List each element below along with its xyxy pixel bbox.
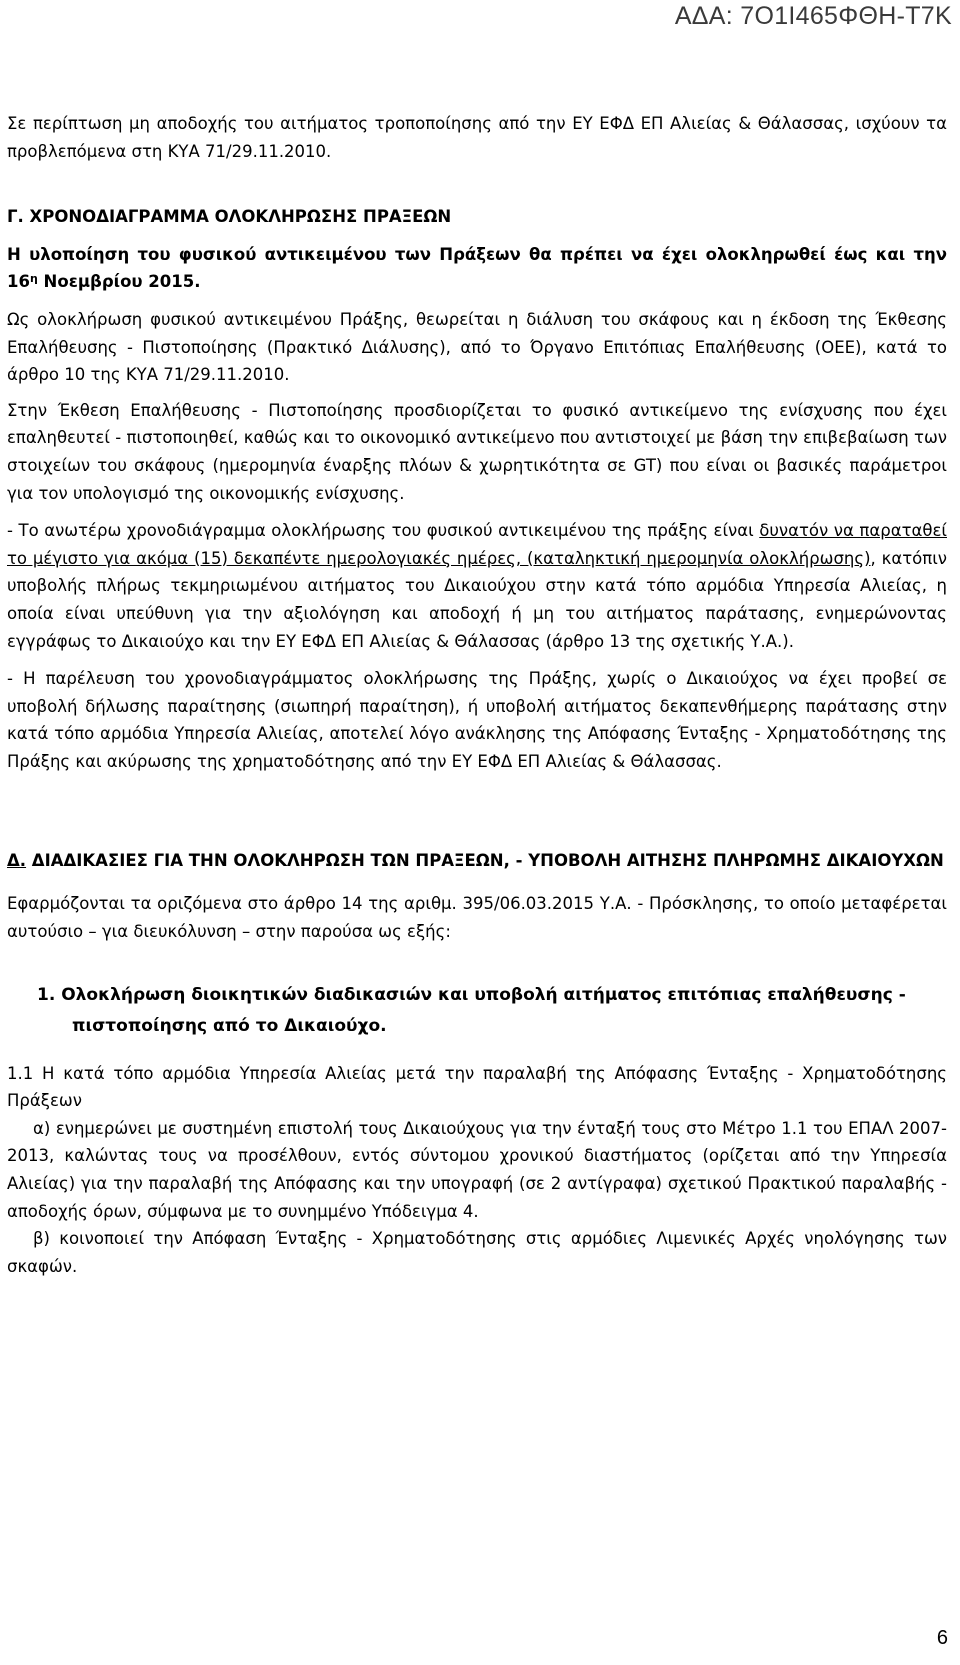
section-d-label: Δ.: [7, 851, 27, 871]
ada-code: ΑΔΑ: 7Ο1Ι465ΦΘΗ-Τ7Κ: [674, 2, 952, 30]
item-a: α) ενημερώνει με συστημένη επιστολή τους Δικαιούχους για την ένταξή τους στο Μέτρο 1.1 του ΕΠΑΛ 2007-2013, καλώντας τους να προσέλθουν, εντός σύντομου χρονικού διαστήματος (ορίζεται από την Υπηρεσία Αλιείας) για την παραλαβή της Απόφασης και την υπογραφή (σε 2 αντίγραφα) σχετικού Πρακτικού παραλαβής - αποδοχής όρων, σύμφωνα με το συνημμένο Υπόδειγμα 4.: [7, 1118, 947, 1221]
page-number: 6: [936, 1627, 948, 1649]
section-g-para-3: [7, 517, 947, 655]
intro-paragraph: Σε περίπτωση μη αποδοχής του αιτήματος τροποποίησης από την ΕΥ ΕΦΔ ΕΠ Αλιείας & Θάλασσας, ισχύουν τα προβλεπόμενα στη ΚΥΑ 71/29.11.2010.: [7, 114, 947, 161]
para3-end: , κατόπιν υποβολής πλήρως τεκμηριωμένου αιτήματος του Δικαιούχου στην κατά τόπο αρμόδια Υπηρεσία Αλιείας, η οποία είναι υπεύθυνη για την αξιολόγηση και αποδοχή ή μη του αιτήματος παράτασης, ενημερώνοντας εγγράφως το Δικαιούχο και την ΕΥ ΕΦΔ ΕΠ Αλιείας & Θάλασσας (άρθρο 13 της σχετικής Υ.Α.).: [7, 548, 947, 651]
deadline-lead: Η υλοποίηση του φυσικού αντικειμένου των Πράξεων θα πρέπει να έχει ολοκληρωθεί έως και την 16: [7, 244, 947, 292]
section-g-para-4: - Η παρέλευση του χρονοδιαγράμματος ολοκλήρωσης της Πράξης, χωρίς ο Δικαιούχος να έχει προβεί σε υποβολή δήλωσης παραίτησης (σιωπηρή παραίτηση), ή υποβολή αιτήματος δεκαπενθήμερης παράτασης στην κατά τόπο αρμόδια Υπηρεσία Αλιείας, αποτελεί λόγο ανάκλησης της Απόφασης Ένταξης - Χρηματοδότησης της Πράξης και ακύρωσης της χρηματοδότησης από την ΕΥ ΕΦΔ ΕΠ Αλιείας & Θάλασσας.: [7, 669, 947, 771]
para3-start: - Το ανωτέρω χρονοδιάγραμμα ολοκλήρωσης του φυσικού αντικειμένου της πράξης είναι: [7, 521, 760, 541]
section-d-title-text: ΔΙΑΔΙΚΑΣΙΕΣ ΓΙΑ ΤΗΝ ΟΛΟΚΛΗΡΩΣΗ ΤΩΝ ΠΡΑΞΕΩΝ, - ΥΠΟΒΟΛΗ ΑΙΤΗΣΗΣ ΠΛΗΡΩΜΗΣ ΔΙΚΑΙΟΥΧΩΝ: [31, 851, 944, 871]
section-g-title: Γ. ΧΡΟΝΟΔΙΑΓΡΑΜΜΑ ΟΛΟΚΛΗΡΩΣΗΣ ΠΡΑΞΕΩΝ: [7, 207, 452, 227]
item-1-1: 1.1 Η κατά τόπο αρμόδια Υπηρεσία Αλιείας μετά την παραλαβή της Απόφασης Ένταξης - Χρηματοδότησης Πράξεων: [7, 1063, 947, 1111]
item-1-title: 1. Ολοκλήρωση διοικητικών διαδικασιών και υποβολή αιτήματος επιτόπιας επαλήθευσης - πιστοποίησης από το Δικαιούχο.: [37, 984, 906, 1036]
item-b: β) κοινοποιεί την Απόφαση Ένταξης - Χρηματοδότησης στις αρμόδιες Λιμενικές Αρχές νηολόγησης των σκαφών.: [7, 1229, 947, 1276]
para3-underlined: δυνατόν να παραταθεί το μέγιστο για ακόμα (15) δεκαπέντε ημερολογιακές ημέρες, (καταληκτική ημερομηνία ολοκλήρωσης): [7, 521, 947, 568]
section-d-title: [7, 847, 947, 874]
document-body: [7, 110, 947, 1280]
section-g-para-2: Στην Έκθεση Επαλήθευσης - Πιστοποίησης προσδιορίζεται το φυσικό αντικείμενο της ενίσχυσης που έχει επαληθευτεί - πιστοποιηθεί, καθώς και το οικονομικό αντικείμενο που αντιστοιχεί με βάση την επιβεβαίωση των στοιχείων του σκάφους (ημερομηνία έναρξης πλόων & χωρητικότητα σε GT) που είναι οι βασικές παράμετροι για τον υπολογισμό της οικονομικής ενίσχυσης.: [7, 400, 947, 503]
section-d-para-1: Εφαρμόζονται τα οριζόμενα στο άρθρο 14 της αριθμ. 395/06.03.2015 Υ.Α. - Πρόσκλησης, το οποίο μεταφέρεται αυτούσιο – για διευκόλυνση – στην παρούσα ως εξής:: [7, 894, 947, 942]
section-g-deadline: [7, 241, 947, 296]
deadline-sup: η: [29, 272, 38, 286]
section-g-para-1: Ως ολοκλήρωση φυσικού αντικειμένου Πράξης, θεωρείται η διάλυση του σκάφους και η έκδοση της Έκθεσης Επαλήθευσης - Πιστοποίησης (Πρακτικό Διάλυσης), από το Όργανο Επιτόπιας Επαλήθευσης (ΟΕΕ), κατά το άρθρο 10 της ΚΥΑ 71/29.11.2010.: [7, 309, 947, 385]
deadline-tail: Νοεμβρίου 2015.: [37, 272, 201, 292]
